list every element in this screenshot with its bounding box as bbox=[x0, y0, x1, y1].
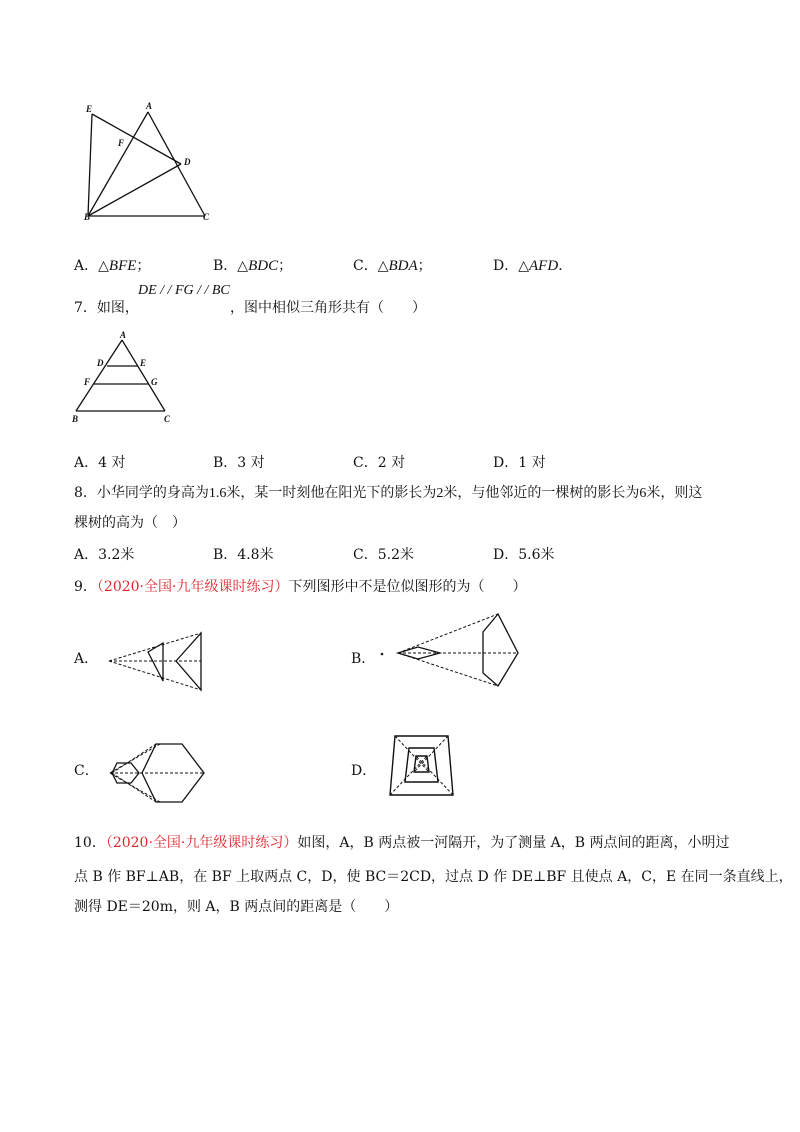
label-a: A bbox=[146, 101, 153, 111]
q8-option-b[interactable]: B．4.8米 bbox=[213, 547, 274, 563]
label-f: F bbox=[118, 138, 125, 148]
q10-source: （2020·全国·九年级课时练习） bbox=[105, 835, 298, 851]
label-e: E bbox=[140, 358, 147, 368]
q8-option-c[interactable]: C．5.2米 bbox=[353, 547, 414, 563]
q9-source: （2020·全国·九年级课时练习） bbox=[96, 579, 289, 595]
label-f: F bbox=[84, 377, 91, 387]
label-c: C bbox=[203, 212, 210, 222]
q7-option-b[interactable]: B．3 对 bbox=[213, 455, 265, 471]
q9-option-b-figure[interactable] bbox=[378, 610, 538, 690]
q9-stem: 9．（2020·全国·九年级课时练习）下列图形中不是位似图形的为（ ） bbox=[74, 579, 527, 595]
label-c: C bbox=[164, 414, 171, 424]
label-a: A bbox=[120, 330, 127, 340]
q7-option-a[interactable]: A．4 对 bbox=[74, 455, 126, 471]
q8-option-d[interactable]: D．5.6米 bbox=[493, 547, 555, 563]
label-d: D bbox=[184, 157, 191, 167]
q6-figure bbox=[80, 100, 220, 225]
label-e: E bbox=[86, 104, 93, 114]
q7-figure bbox=[70, 330, 180, 430]
q9-option-c-label[interactable]: C． bbox=[74, 763, 99, 779]
q7-question-text: ，图中相似三角形共有（ ） bbox=[230, 300, 426, 316]
q7-formula: DE / / FG / / BC bbox=[138, 283, 230, 298]
q9-option-a-label[interactable]: A． bbox=[74, 651, 99, 667]
q10-line1: 10．（2020·全国·九年级课时练习）如图，A，B 两点被一河隔开，为了测量 A，B 两点间的距离，小明过 bbox=[74, 835, 730, 851]
label-g: G bbox=[151, 377, 158, 387]
q8-option-a[interactable]: A．3.2米 bbox=[74, 547, 135, 563]
label-b: B bbox=[72, 414, 79, 424]
q8-line2: 棵树的高为（ ） bbox=[74, 515, 186, 531]
q7-number: 7．如图， bbox=[74, 300, 139, 316]
q9-option-d-label[interactable]: D． bbox=[351, 763, 377, 779]
q7-option-c[interactable]: C．2 对 bbox=[353, 455, 406, 471]
q9-option-d-figure[interactable] bbox=[385, 730, 465, 800]
q9-option-b-label[interactable]: B． bbox=[351, 651, 376, 667]
q6-option-d[interactable]: D．△AFD． bbox=[493, 258, 573, 274]
q9-option-a-figure[interactable] bbox=[105, 628, 210, 693]
q10-line3: 测得 DE＝20m，则 A，B 两点间的距离是（ ） bbox=[74, 899, 399, 915]
q9-option-c-figure[interactable] bbox=[104, 738, 214, 808]
q6-diagram bbox=[80, 100, 220, 225]
q6-option-b[interactable]: B．△BDC； bbox=[213, 258, 293, 274]
q7-option-d[interactable]: D．1 对 bbox=[493, 455, 546, 471]
label-d: D bbox=[97, 358, 104, 368]
q8-line1: 8．小华同学的身高为1.6米，某一时刻他在阳光下的影长为2米，与他邻近的一棵树的影长为6米，则这 bbox=[74, 485, 703, 501]
label-b: B bbox=[84, 212, 91, 222]
q6-option-c[interactable]: C．△BDA； bbox=[353, 258, 432, 274]
q6-option-a[interactable]: A．△BFE； bbox=[74, 258, 151, 274]
q10-line2: 点 B 作 BF⊥AB，在 BF 上取两点 C，D，使 BC＝2CD，过点 D 作 DE⊥BF 且使点 A，C，E 在同一条直线上， bbox=[74, 869, 793, 885]
